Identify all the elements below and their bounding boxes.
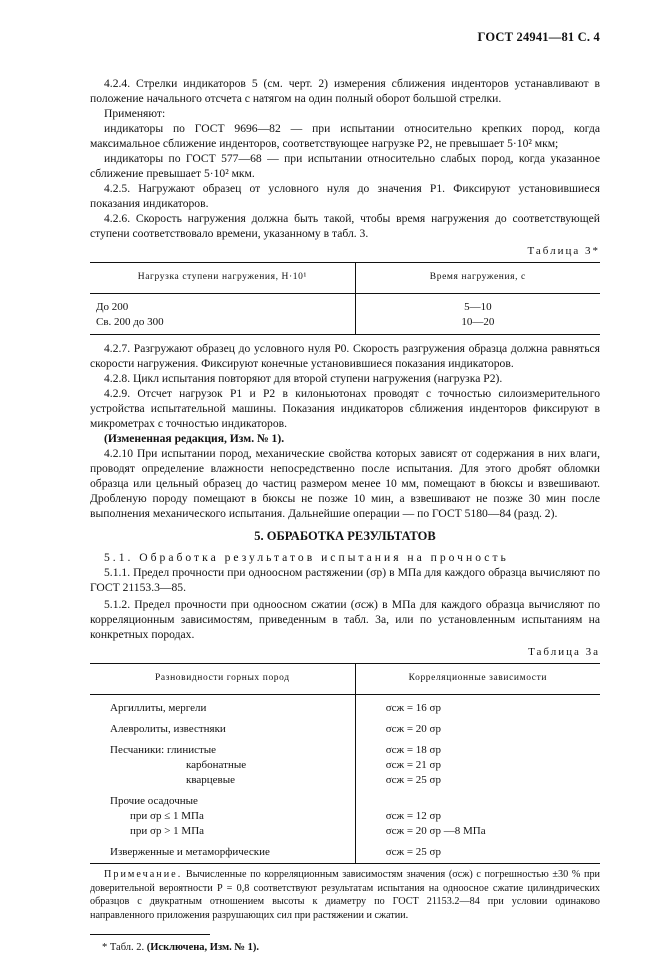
rock-subtype: кварцевые bbox=[186, 774, 236, 786]
table-row bbox=[90, 839, 600, 864]
table-cell-rock: Аргиллиты, мергели bbox=[90, 695, 355, 717]
table-3-header-load: Нагрузка ступени нагружения, Н·10¹ bbox=[90, 263, 355, 294]
paragraph-indicators-1: индикаторы по ГОСТ 9696—82 — при испытании относительно крепких пород, когда максимальное сближение инденторов, соответствующее нагрузке P2, не превышает 5·10² мкм; bbox=[90, 122, 600, 150]
paragraph-apply: Применяют: bbox=[104, 107, 166, 120]
document-body bbox=[90, 76, 600, 955]
page-header: ГОСТ 24941—81 С. 4 bbox=[477, 30, 600, 44]
footnote-text: (Исключена, Изм. № 1). bbox=[146, 942, 259, 953]
table-3a-header-formula: Корреляционные зависимости bbox=[355, 664, 600, 695]
paragraph-4-2-6: 4.2.6. Скорость нагружения должна быть такой, чтобы время нагружения до соответствующей ступени соответствовало времени, указанному в табл. 3. bbox=[90, 212, 600, 240]
footnote-divider bbox=[90, 934, 210, 935]
table-cell: Св. 200 до 300 bbox=[90, 315, 355, 335]
paragraph-indicators-2: индикаторы по ГОСТ 577—68 — при испытании относительно слабых пород, когда указанное сближение превышает 5·10² мкм. bbox=[90, 152, 600, 180]
paragraph-4-2-8: 4.2.8. Цикл испытания повторяют для второй ступени нагружения (нагрузка P2). bbox=[104, 372, 503, 385]
paragraph-5-1-1: 5.1.1. Предел прочности при одноосном растяжении (σр) в МПа для каждого образца вычисляют по ГОСТ 21153.3—85. bbox=[90, 566, 600, 594]
table-cell-formula bbox=[355, 737, 600, 788]
footnote-mark: * Табл. 2. bbox=[102, 942, 145, 953]
table-3-header-time: Время нагружения, с bbox=[355, 263, 600, 294]
table-cell: 5—10 bbox=[464, 301, 492, 313]
formula-line bbox=[386, 794, 600, 809]
footnote bbox=[90, 940, 600, 955]
table-3a bbox=[90, 663, 600, 864]
table-row bbox=[90, 788, 600, 839]
amendment-note: (Измененная редакция, Изм. № 1). bbox=[104, 432, 285, 445]
table-3-caption: Таблица 3* bbox=[527, 245, 600, 257]
paragraph-4-2-9: 4.2.9. Отсчет нагрузок P1 и P2 в килоньютонах проводят с точностью силоизмерительного устройства испытательной машины. Показания индикаторов сближения инденторов фиксируют в микрометрах с точностью индикаторов. bbox=[90, 387, 600, 430]
table-3 bbox=[90, 262, 600, 335]
rock-group-label: Песчаники: глинистые bbox=[110, 744, 217, 756]
table-cell-formula: σсж = 25 σр bbox=[355, 839, 600, 864]
paragraph-4-2-4: 4.2.4. Стрелки индикаторов 5 (см. черт. 2) измерения сближения инденторов устанавливают в положение начального отсчета с натягом на один полный оборот большой стрелки. bbox=[90, 77, 600, 105]
note-text: Вычисленные по корреляционным зависимостям значения (σсж) с погрешностью ±30 % при доверительной вероятности P = 0,8 соответствуют результатам испытания на одноосное сжатие цилиндрических образцов с двукратным отношением высоты к диаметру по ГОСТ 21153.2—84 при условии одинаково направленного приложения разрушающих сил при растяжении и сжатии. bbox=[90, 869, 600, 921]
table-row bbox=[90, 737, 600, 788]
formula-line: σсж = 21 σр bbox=[385, 759, 441, 771]
note-label: Примечание. bbox=[104, 869, 183, 880]
table-3a-header-rock: Разновидности горных пород bbox=[90, 664, 355, 695]
rock-subtype: при σр > 1 МПа bbox=[130, 825, 205, 837]
rock-subtype: при σр ≤ 1 МПа bbox=[130, 810, 204, 822]
table-cell: 10—20 bbox=[355, 315, 600, 335]
formula-line: σсж = 25 σр bbox=[385, 774, 441, 786]
paragraph-4-2-5: 4.2.5. Нагружают образец от условного нуля до значения P1. Фиксируют установившиеся показания индикаторов. bbox=[90, 182, 600, 210]
paragraph-5-1: 5.1. Обработка результатов испытания на прочность bbox=[104, 551, 509, 564]
table-cell-rock bbox=[90, 788, 355, 839]
table-cell-rock bbox=[90, 737, 355, 788]
table-cell-rock: Алевролиты, известняки bbox=[90, 716, 355, 737]
formula-line: σсж = 20 σр —8 МПа bbox=[385, 825, 486, 837]
table-cell-rock: Изверженные и метаморфические bbox=[90, 839, 355, 864]
table-row bbox=[90, 716, 600, 737]
table-cell: До 200 bbox=[90, 294, 355, 316]
table-3a-caption: Таблица 3а bbox=[528, 646, 600, 658]
rock-group-label: Прочие осадочные bbox=[110, 795, 198, 807]
table-row bbox=[90, 294, 600, 316]
table-row bbox=[90, 695, 600, 717]
paragraph-5-1-2: 5.1.2. Предел прочности при одноосном сжатии (σсж) в МПа для каждого образца вычисляют по корреляционным зависимостям, приведенным в табл. 3а, или по установленным испытаниям на конкретных породах. bbox=[90, 598, 600, 641]
table-cell-formula: σсж = 20 σр bbox=[385, 723, 441, 735]
formula-line: σсж = 12 σр bbox=[385, 810, 441, 822]
paragraph-4-2-7: 4.2.7. Разгружают образец до условного нуля P0. Скорость разгружения образца должна равняться скорости нагружения. Фиксируют конечные установившиеся показания индикаторов. bbox=[90, 342, 600, 370]
formula-line: σсж = 18 σр bbox=[385, 744, 441, 756]
table-row bbox=[90, 315, 600, 335]
rock-subtype: карбонатные bbox=[186, 759, 247, 771]
section-5-title: 5. ОБРАБОТКА РЕЗУЛЬТАТОВ bbox=[254, 529, 436, 543]
table-note bbox=[90, 868, 600, 922]
table-cell-formula bbox=[355, 788, 600, 839]
paragraph-4-2-10: 4.2.10 При испытании пород, механические свойства которых зависят от содержания в них влаги, проводят определение влажности непосредственно после испытания. Для этого дробят обломки образца или цельный образец до частиц размером менее 10 мм, помещают в бюксы и взвешивают. Дробленую породу помещают в бюксы не позже 10 мин, а взвешивают не позже 30 мин после выполнения механического испытания. Дальнейшие операции — по ГОСТ 5180—84 (разд. 2). bbox=[90, 447, 600, 520]
table-cell-formula: σсж = 16 σр bbox=[385, 702, 441, 714]
